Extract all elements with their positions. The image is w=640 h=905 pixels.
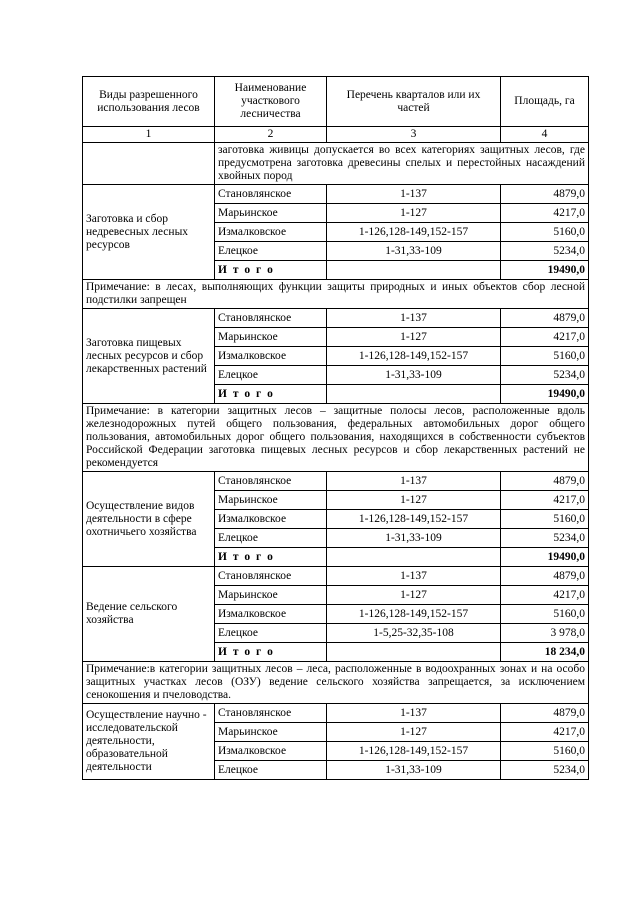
- forestry-cell: Марьинское: [215, 204, 327, 223]
- total-empty-cell: [327, 643, 501, 662]
- total-empty-cell: [327, 548, 501, 567]
- forestry-cell: Измалковское: [215, 510, 327, 529]
- header-row: [83, 77, 589, 127]
- quarters-cell: 1-31,33-109: [327, 761, 501, 780]
- forestry-cell: Становлянское: [215, 309, 327, 328]
- quarters-cell: 1-137: [327, 704, 501, 723]
- forestry-cell: Елецкое: [215, 366, 327, 385]
- total-label: И т о г о: [215, 261, 327, 280]
- area-cell: 5160,0: [501, 223, 589, 242]
- note-row: [83, 280, 589, 309]
- area-cell: 4217,0: [501, 586, 589, 605]
- quarters-cell: 1-126,128-149,152-157: [327, 347, 501, 366]
- quarters-cell: 1-127: [327, 586, 501, 605]
- forestry-cell: Становлянское: [215, 567, 327, 586]
- quarters-cell: 1-127: [327, 328, 501, 347]
- table-row: [83, 185, 589, 204]
- area-cell: 4217,0: [501, 328, 589, 347]
- use-type-cell: Осуществление научно - исследовательской деятельности, образовательной деятельности: [83, 704, 215, 780]
- note-row: [83, 662, 589, 704]
- quarters-cell: 1-126,128-149,152-157: [327, 510, 501, 529]
- forestry-cell: Становлянское: [215, 704, 327, 723]
- area-cell: 5234,0: [501, 366, 589, 385]
- forestry-cell: Марьинское: [215, 491, 327, 510]
- area-cell: 4217,0: [501, 204, 589, 223]
- column-number-row: [83, 127, 589, 143]
- forestry-cell: Измалковское: [215, 223, 327, 242]
- total-area: 18 234,0: [501, 643, 589, 662]
- total-label: И т о г о: [215, 548, 327, 567]
- use-type-cell: Осуществление видов деятельности в сфере охотничьего хозяйства: [83, 472, 215, 567]
- header-quarters: Перечень кварталов или их частей: [327, 77, 501, 127]
- continuation-text: заготовка живицы допускается во всех категориях защитных лесов, где предусмотрена заготовка древесины спелых и перестойных насаждений хвойных пород: [215, 143, 589, 185]
- forestry-cell: Елецкое: [215, 761, 327, 780]
- column-number: 2: [215, 127, 327, 143]
- table-row: [83, 472, 589, 491]
- quarters-cell: 1-5,25-32,35-108: [327, 624, 501, 643]
- area-cell: 4217,0: [501, 723, 589, 742]
- table-body: [83, 77, 589, 780]
- use-type-cell: Заготовка пищевых лесных ресурсов и сбор лекарственных растений: [83, 309, 215, 404]
- column-number: 3: [327, 127, 501, 143]
- area-cell: 5160,0: [501, 510, 589, 529]
- total-empty-cell: [327, 385, 501, 404]
- column-number: 4: [501, 127, 589, 143]
- area-cell: 3 978,0: [501, 624, 589, 643]
- total-area: 19490,0: [501, 261, 589, 280]
- column-number: 1: [83, 127, 215, 143]
- quarters-cell: 1-127: [327, 491, 501, 510]
- total-empty-cell: [327, 261, 501, 280]
- quarters-cell: 1-126,128-149,152-157: [327, 742, 501, 761]
- forestry-cell: Марьинское: [215, 723, 327, 742]
- use-type-cell: Ведение сельского хозяйства: [83, 567, 215, 662]
- forestry-cell: Измалковское: [215, 347, 327, 366]
- continuation-row: [83, 143, 589, 185]
- forestry-cell: Измалковское: [215, 742, 327, 761]
- table-row: [83, 704, 589, 723]
- quarters-cell: 1-126,128-149,152-157: [327, 223, 501, 242]
- area-cell: 4879,0: [501, 309, 589, 328]
- area-cell: 4879,0: [501, 185, 589, 204]
- area-cell: 4879,0: [501, 567, 589, 586]
- quarters-cell: 1-31,33-109: [327, 242, 501, 261]
- quarters-cell: 1-31,33-109: [327, 366, 501, 385]
- area-cell: 5234,0: [501, 529, 589, 548]
- area-cell: 5234,0: [501, 761, 589, 780]
- table-row: [83, 567, 589, 586]
- forestry-cell: Елецкое: [215, 529, 327, 548]
- area-cell: 5234,0: [501, 242, 589, 261]
- use-type-cell: Заготовка и сбор недревесных лесных ресурсов: [83, 185, 215, 280]
- area-cell: 4879,0: [501, 472, 589, 491]
- area-cell: 4217,0: [501, 491, 589, 510]
- forestry-cell: Измалковское: [215, 605, 327, 624]
- quarters-cell: 1-137: [327, 567, 501, 586]
- quarters-cell: 1-137: [327, 309, 501, 328]
- area-cell: 5160,0: [501, 742, 589, 761]
- header-forestry: Наименование участкового лесничества: [215, 77, 327, 127]
- total-area: 19490,0: [501, 548, 589, 567]
- total-area: 19490,0: [501, 385, 589, 404]
- area-cell: 5160,0: [501, 347, 589, 366]
- quarters-cell: 1-31,33-109: [327, 529, 501, 548]
- note-text: Примечание:в категории защитных лесов – леса, расположенные в водоохранных зонах и на особо защитных участках лесов (ОЗУ) ведение сельского хозяйства запрещается, за исключением сенокошения и пчеловодства.: [83, 662, 589, 704]
- continuation-empty-cell: [83, 143, 215, 185]
- note-text: Примечание: в лесах, выполняющих функции защиты природных и иных объектов сбор лесной подстилки запрещен: [83, 280, 589, 309]
- note-text: Примечание: в категории защитных лесов – защитные полосы лесов, расположенные вдоль железнодорожных путей общего пользования, федеральных автомобильных дорог общего пользования, автомобильных дорог общего пользования, находящихся в собственности субъектов Российской Федерации заготовка пищевых лесных ресурсов и сбор лекарственных растений не рекомендуется: [83, 404, 589, 472]
- area-cell: 4879,0: [501, 704, 589, 723]
- quarters-cell: 1-137: [327, 185, 501, 204]
- header-use-type: Виды разрешенного использования лесов: [83, 77, 215, 127]
- total-label: И т о г о: [215, 643, 327, 662]
- forestry-cell: Становлянское: [215, 472, 327, 491]
- forestry-cell: Елецкое: [215, 624, 327, 643]
- quarters-cell: 1-127: [327, 723, 501, 742]
- forestry-cell: Становлянское: [215, 185, 327, 204]
- quarters-cell: 1-127: [327, 204, 501, 223]
- forestry-cell: Марьинское: [215, 328, 327, 347]
- table-row: [83, 309, 589, 328]
- area-cell: 5160,0: [501, 605, 589, 624]
- forest-use-table: [82, 76, 589, 780]
- forestry-cell: Елецкое: [215, 242, 327, 261]
- total-label: И т о г о: [215, 385, 327, 404]
- quarters-cell: 1-126,128-149,152-157: [327, 605, 501, 624]
- note-row: [83, 404, 589, 472]
- forestry-cell: Марьинское: [215, 586, 327, 605]
- quarters-cell: 1-137: [327, 472, 501, 491]
- header-area: Площадь, га: [501, 77, 589, 127]
